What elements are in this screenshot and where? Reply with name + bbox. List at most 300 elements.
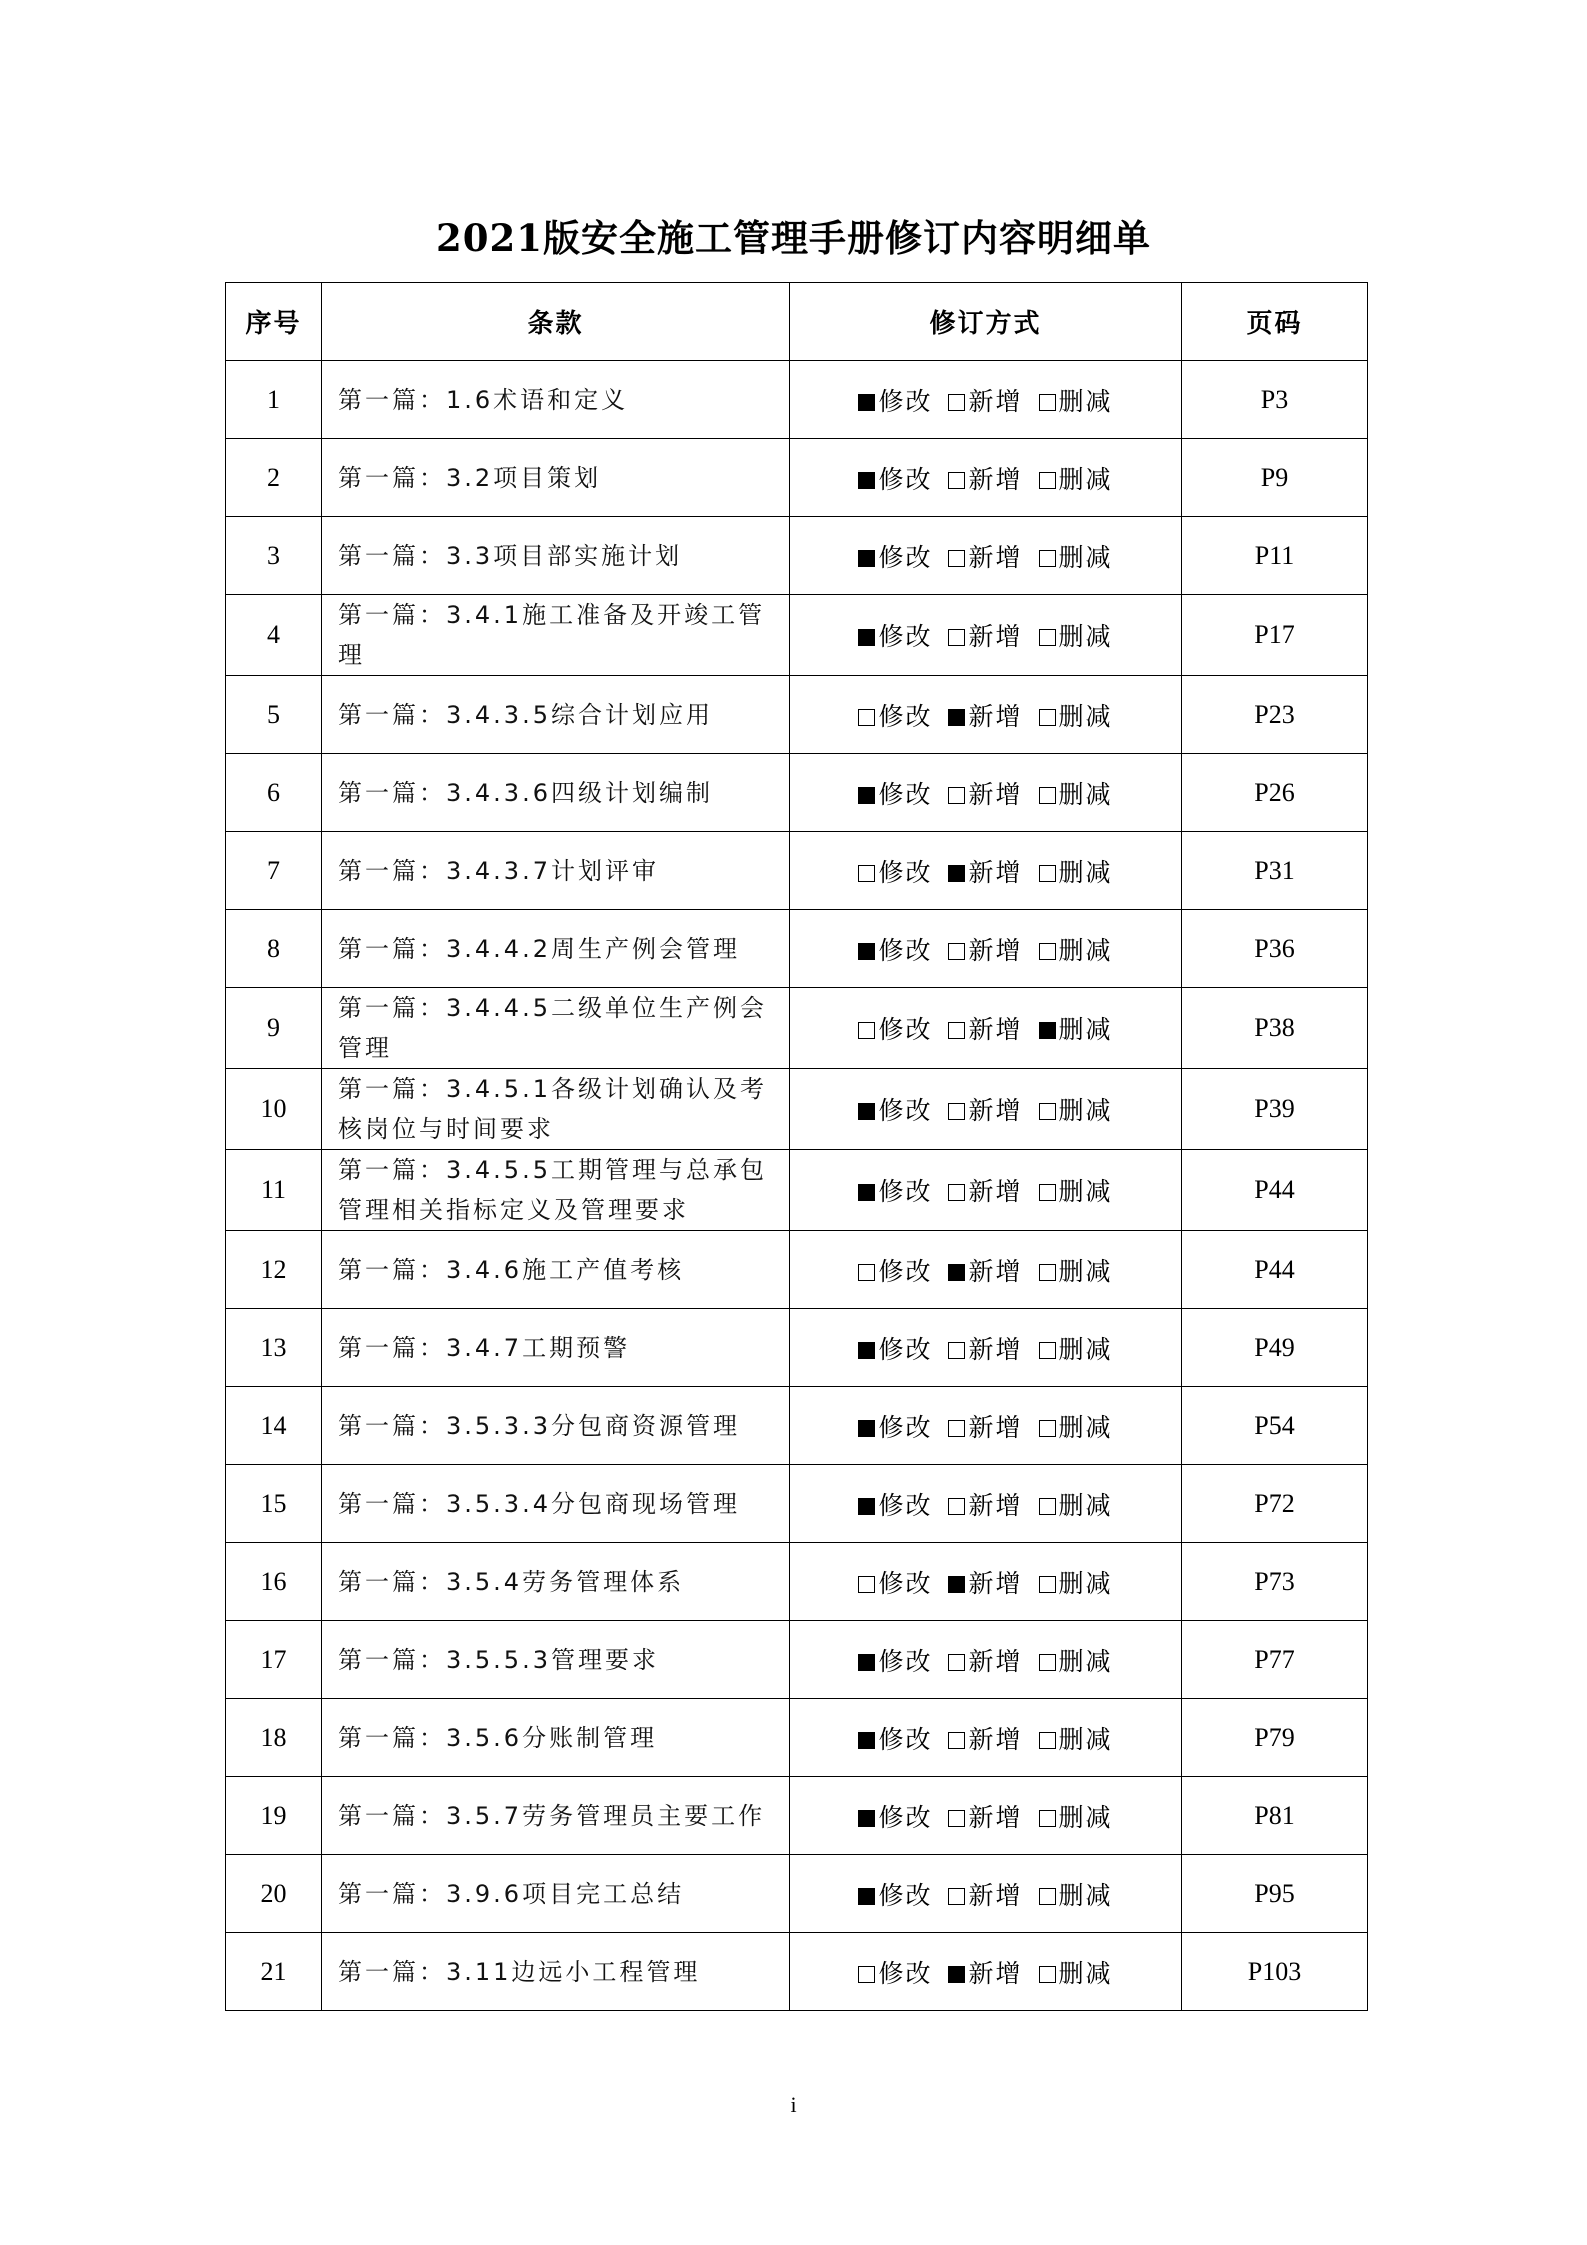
unchecked-box-icon [1039, 1732, 1056, 1749]
revision-option-label: 删减 [1058, 1568, 1113, 1598]
table-row [226, 910, 1368, 988]
row-page: P36 [1182, 910, 1368, 988]
row-clause: 第一篇：3.4.4.2周生产例会管理 [322, 910, 790, 988]
revision-option [948, 931, 1022, 967]
table-row [226, 1069, 1368, 1150]
row-page: P81 [1182, 1777, 1368, 1855]
revision-option-label: 新增 [968, 1096, 1023, 1125]
revision-option [1039, 1876, 1113, 1912]
revision-option [1039, 617, 1113, 653]
revision-option-label: 修改 [878, 1568, 933, 1598]
revision-option [1039, 853, 1113, 889]
checked-box-icon [948, 1264, 965, 1281]
row-page: P17 [1182, 595, 1368, 676]
revision-option [858, 1720, 932, 1756]
revision-option [858, 382, 932, 418]
row-page: P54 [1182, 1387, 1368, 1465]
revision-option [1039, 1252, 1113, 1288]
row-revision-mode [790, 676, 1182, 754]
unchecked-box-icon [948, 1810, 965, 1827]
row-page: P79 [1182, 1699, 1368, 1777]
row-clause: 第一篇：3.3项目部实施计划 [322, 517, 790, 595]
checked-box-icon [858, 1103, 875, 1120]
revision-option-label: 修改 [878, 1724, 933, 1754]
revision-option-label: 删减 [1058, 1802, 1113, 1832]
revision-option-label: 修改 [878, 1256, 933, 1286]
unchecked-box-icon [1039, 472, 1056, 489]
row-revision-mode [790, 439, 1182, 517]
revision-option [1039, 1330, 1113, 1366]
table-row [226, 1387, 1368, 1465]
row-clause: 第一篇：3.11边远小工程管理 [322, 1933, 790, 2011]
unchecked-box-icon [948, 1184, 965, 1201]
unchecked-box-icon [948, 943, 965, 960]
revision-option [858, 1798, 932, 1834]
table-row [226, 1231, 1368, 1309]
checked-box-icon [858, 787, 875, 804]
row-index: 3 [226, 517, 322, 595]
revision-option-label: 删减 [1058, 935, 1113, 965]
revision-option [858, 853, 932, 889]
unchecked-box-icon [858, 1264, 875, 1281]
row-page: P95 [1182, 1855, 1368, 1933]
revision-option [1039, 1010, 1113, 1046]
revision-option-label: 修改 [878, 1490, 933, 1520]
revision-option-label: 新增 [968, 935, 1023, 965]
table-row [226, 754, 1368, 832]
revision-option-label: 删减 [1058, 1256, 1113, 1286]
revision-option-label: 修改 [878, 779, 933, 809]
header-mode: 修订方式 [790, 283, 1182, 361]
unchecked-box-icon [858, 709, 875, 726]
revision-table [225, 282, 1368, 2011]
unchecked-box-icon [1039, 1888, 1056, 1905]
revision-option-label: 删减 [1058, 386, 1113, 416]
unchecked-box-icon [1039, 629, 1056, 646]
revision-option [948, 1564, 1022, 1600]
row-index: 20 [226, 1855, 322, 1933]
revision-option-label: 新增 [968, 542, 1023, 572]
revision-option [948, 460, 1022, 496]
revision-option-label: 新增 [968, 1334, 1023, 1364]
revision-option-label: 删减 [1058, 1334, 1113, 1364]
revision-option [948, 1172, 1022, 1208]
row-clause: 第一篇：3.4.3.5综合计划应用 [322, 676, 790, 754]
row-page: P38 [1182, 988, 1368, 1069]
revision-option [858, 1330, 932, 1366]
row-page: P103 [1182, 1933, 1368, 2011]
revision-option-label: 修改 [878, 542, 933, 572]
revision-option [858, 460, 932, 496]
revision-option [1039, 1720, 1113, 1756]
unchecked-box-icon [858, 1576, 875, 1593]
table-row [226, 361, 1368, 439]
checked-box-icon [858, 1810, 875, 1827]
revision-option [1039, 697, 1113, 733]
revision-option-label: 删减 [1058, 1177, 1113, 1206]
revision-option [948, 1954, 1022, 1990]
unchecked-box-icon [948, 1732, 965, 1749]
row-index: 6 [226, 754, 322, 832]
revision-option [1039, 931, 1113, 967]
revision-option [1039, 460, 1113, 496]
checked-box-icon [858, 550, 875, 567]
unchecked-box-icon [948, 787, 965, 804]
row-index: 15 [226, 1465, 322, 1543]
revision-option-label: 删减 [1058, 857, 1113, 887]
row-revision-mode [790, 910, 1182, 988]
revision-option-label: 删减 [1058, 464, 1113, 494]
row-index: 9 [226, 988, 322, 1069]
row-revision-mode [790, 1543, 1182, 1621]
table-row [226, 517, 1368, 595]
unchecked-box-icon [948, 550, 965, 567]
revision-option [948, 775, 1022, 811]
revision-option-label: 修改 [878, 1412, 933, 1442]
revision-option [1039, 1564, 1113, 1600]
row-revision-mode [790, 1699, 1182, 1777]
row-index: 17 [226, 1621, 322, 1699]
row-clause: 第一篇：1.6术语和定义 [322, 361, 790, 439]
revision-option-label: 删减 [1058, 622, 1113, 651]
checked-box-icon [858, 629, 875, 646]
unchecked-box-icon [1039, 1576, 1056, 1593]
table-row [226, 595, 1368, 676]
row-revision-mode [790, 1309, 1182, 1387]
row-index: 2 [226, 439, 322, 517]
unchecked-box-icon [858, 865, 875, 882]
revision-option [1039, 1408, 1113, 1444]
revision-option [858, 1876, 932, 1912]
row-clause: 第一篇：3.5.4劳务管理体系 [322, 1543, 790, 1621]
unchecked-box-icon [1039, 1264, 1056, 1281]
unchecked-box-icon [858, 1022, 875, 1039]
row-index: 8 [226, 910, 322, 988]
unchecked-box-icon [1039, 1103, 1056, 1120]
revision-option [1039, 382, 1113, 418]
revision-option [948, 1330, 1022, 1366]
row-clause: 第一篇：3.4.4.5二级单位生产例会管理 [322, 988, 790, 1069]
row-page: P11 [1182, 517, 1368, 595]
revision-option [948, 1720, 1022, 1756]
revision-option-label: 删减 [1058, 1015, 1113, 1044]
unchecked-box-icon [1039, 550, 1056, 567]
revision-option [858, 1642, 932, 1678]
revision-option-label: 修改 [878, 701, 933, 731]
revision-option [948, 382, 1022, 418]
row-revision-mode [790, 832, 1182, 910]
revision-option [948, 1252, 1022, 1288]
checked-box-icon [858, 1342, 875, 1359]
revision-option-label: 修改 [878, 622, 933, 651]
revision-option-label: 删减 [1058, 1724, 1113, 1754]
row-page: P49 [1182, 1309, 1368, 1387]
unchecked-box-icon [1039, 709, 1056, 726]
row-index: 16 [226, 1543, 322, 1621]
revision-option [948, 538, 1022, 574]
revision-option-label: 新增 [968, 1724, 1023, 1754]
row-page: P9 [1182, 439, 1368, 517]
revision-option [948, 1486, 1022, 1522]
checked-box-icon [858, 943, 875, 960]
page-title: 2021版安全施工管理手册修订内容明细单 [436, 216, 1151, 260]
revision-option [948, 853, 1022, 889]
revision-option [858, 1172, 932, 1208]
row-index: 18 [226, 1699, 322, 1777]
row-clause: 第一篇：3.4.5.5工期管理与总承包管理相关指标定义及管理要求 [322, 1150, 790, 1231]
unchecked-box-icon [948, 1888, 965, 1905]
revision-option-label: 新增 [968, 386, 1023, 416]
row-clause: 第一篇：3.4.7工期预警 [322, 1309, 790, 1387]
table-row [226, 1933, 1368, 2011]
revision-option [1039, 1091, 1113, 1127]
row-revision-mode [790, 595, 1182, 676]
revision-option [1039, 1954, 1113, 1990]
row-clause: 第一篇：3.9.6项目完工总结 [322, 1855, 790, 1933]
revision-option-label: 新增 [968, 701, 1023, 731]
table-row [226, 439, 1368, 517]
revision-option-label: 新增 [968, 1490, 1023, 1520]
revision-option-label: 修改 [878, 1177, 933, 1206]
revision-option-label: 新增 [968, 1177, 1023, 1206]
unchecked-box-icon [1039, 1184, 1056, 1201]
revision-option-label: 新增 [968, 1412, 1023, 1442]
row-index: 1 [226, 361, 322, 439]
table-row [226, 988, 1368, 1069]
row-index: 10 [226, 1069, 322, 1150]
revision-option-label: 删减 [1058, 1880, 1113, 1910]
revision-option-label: 删减 [1058, 779, 1113, 809]
revision-option-label: 修改 [878, 935, 933, 965]
revision-option [948, 1091, 1022, 1127]
unchecked-box-icon [858, 1966, 875, 1983]
row-revision-mode [790, 1777, 1182, 1855]
row-clause: 第一篇：3.4.3.7计划评审 [322, 832, 790, 910]
unchecked-box-icon [1039, 1420, 1056, 1437]
revision-option-label: 新增 [968, 464, 1023, 494]
revision-option [858, 1010, 932, 1046]
row-index: 11 [226, 1150, 322, 1231]
revision-option [858, 617, 932, 653]
revision-option-label: 修改 [878, 1958, 933, 1988]
unchecked-box-icon [1039, 1654, 1056, 1671]
unchecked-box-icon [1039, 1342, 1056, 1359]
row-revision-mode [790, 754, 1182, 832]
revision-option-label: 新增 [968, 779, 1023, 809]
revision-option-label: 新增 [968, 622, 1023, 651]
row-clause: 第一篇：3.5.5.3管理要求 [322, 1621, 790, 1699]
revision-option-label: 修改 [878, 1334, 933, 1364]
table-row [226, 1621, 1368, 1699]
revision-option [948, 1408, 1022, 1444]
row-revision-mode [790, 361, 1182, 439]
page-number: i [790, 2092, 797, 2117]
revision-option-label: 新增 [968, 1568, 1023, 1598]
revision-option-label: 新增 [968, 1802, 1023, 1832]
row-revision-mode [790, 1933, 1182, 2011]
revision-option-label: 修改 [878, 386, 933, 416]
revision-option [1039, 538, 1113, 574]
row-revision-mode [790, 988, 1182, 1069]
revision-option-label: 新增 [968, 1880, 1023, 1910]
revision-option [858, 1486, 932, 1522]
unchecked-box-icon [1039, 1498, 1056, 1515]
revision-option [858, 1954, 932, 1990]
checked-box-icon [858, 1654, 875, 1671]
revision-option [858, 1408, 932, 1444]
table-row [226, 1699, 1368, 1777]
checked-box-icon [858, 1498, 875, 1515]
unchecked-box-icon [1039, 1810, 1056, 1827]
unchecked-box-icon [1039, 865, 1056, 882]
unchecked-box-icon [948, 472, 965, 489]
revision-option [858, 931, 932, 967]
revision-option-label: 修改 [878, 1646, 933, 1676]
revision-option [948, 697, 1022, 733]
checked-box-icon [858, 1888, 875, 1905]
row-page: P23 [1182, 676, 1368, 754]
revision-option-label: 删减 [1058, 1958, 1113, 1988]
revision-option-label: 删减 [1058, 1490, 1113, 1520]
revision-option [948, 1876, 1022, 1912]
revision-option-label: 修改 [878, 1880, 933, 1910]
revision-option-label: 新增 [968, 1646, 1023, 1676]
row-clause: 第一篇：3.5.3.4分包商现场管理 [322, 1465, 790, 1543]
revision-option-label: 新增 [968, 857, 1023, 887]
revision-option-label: 新增 [968, 1958, 1023, 1988]
header-page: 页码 [1182, 283, 1368, 361]
checked-box-icon [858, 394, 875, 411]
checked-box-icon [858, 1420, 875, 1437]
row-page: P77 [1182, 1621, 1368, 1699]
revision-option [948, 1642, 1022, 1678]
revision-option-label: 修改 [878, 1802, 933, 1832]
revision-option-label: 修改 [878, 1096, 933, 1125]
revision-option-label: 删减 [1058, 1096, 1113, 1125]
revision-option-label: 修改 [878, 857, 933, 887]
row-revision-mode [790, 1231, 1182, 1309]
revision-option [858, 1252, 932, 1288]
row-revision-mode [790, 1855, 1182, 1933]
row-page: P44 [1182, 1231, 1368, 1309]
unchecked-box-icon [1039, 787, 1056, 804]
row-index: 7 [226, 832, 322, 910]
table-row [226, 676, 1368, 754]
revision-option [858, 1564, 932, 1600]
row-revision-mode [790, 1465, 1182, 1543]
revision-option-label: 新增 [968, 1256, 1023, 1286]
checked-box-icon [948, 1966, 965, 1983]
row-revision-mode [790, 1387, 1182, 1465]
revision-option [1039, 775, 1113, 811]
unchecked-box-icon [948, 394, 965, 411]
revision-option-label: 删减 [1058, 1646, 1113, 1676]
table-row [226, 1543, 1368, 1621]
unchecked-box-icon [948, 1342, 965, 1359]
revision-option-label: 修改 [878, 464, 933, 494]
checked-box-icon [1039, 1022, 1056, 1039]
row-clause: 第一篇：3.2项目策划 [322, 439, 790, 517]
row-index: 13 [226, 1309, 322, 1387]
row-page: P44 [1182, 1150, 1368, 1231]
table-row [226, 1465, 1368, 1543]
checked-box-icon [858, 1732, 875, 1749]
unchecked-box-icon [948, 629, 965, 646]
row-clause: 第一篇：3.5.6分账制管理 [322, 1699, 790, 1777]
revision-option-label: 删减 [1058, 701, 1113, 731]
revision-option [948, 617, 1022, 653]
revision-option [1039, 1798, 1113, 1834]
row-index: 4 [226, 595, 322, 676]
table-row [226, 832, 1368, 910]
table-header-row [226, 283, 1368, 361]
unchecked-box-icon [1039, 943, 1056, 960]
revision-option [1039, 1486, 1113, 1522]
table-row [226, 1150, 1368, 1231]
row-revision-mode [790, 1621, 1182, 1699]
revision-option-label: 删减 [1058, 1412, 1113, 1442]
row-index: 5 [226, 676, 322, 754]
row-index: 19 [226, 1777, 322, 1855]
row-page: P31 [1182, 832, 1368, 910]
row-index: 21 [226, 1933, 322, 2011]
row-clause: 第一篇：3.4.1施工准备及开竣工管理 [322, 595, 790, 676]
revision-option [948, 1798, 1022, 1834]
revision-option [858, 1091, 932, 1127]
revision-option-label: 修改 [878, 1015, 933, 1044]
unchecked-box-icon [948, 1022, 965, 1039]
header-clause: 条款 [322, 283, 790, 361]
table-row [226, 1855, 1368, 1933]
checked-box-icon [858, 472, 875, 489]
revision-option [858, 697, 932, 733]
revision-option [858, 775, 932, 811]
row-revision-mode [790, 1069, 1182, 1150]
checked-box-icon [948, 865, 965, 882]
revision-option [1039, 1172, 1113, 1208]
revision-option [858, 538, 932, 574]
revision-option [1039, 1642, 1113, 1678]
row-revision-mode [790, 517, 1182, 595]
row-index: 14 [226, 1387, 322, 1465]
revision-option-label: 新增 [968, 1015, 1023, 1044]
table-row [226, 1309, 1368, 1387]
row-index: 12 [226, 1231, 322, 1309]
checked-box-icon [858, 1184, 875, 1201]
row-clause: 第一篇：3.5.3.3分包商资源管理 [322, 1387, 790, 1465]
checked-box-icon [948, 709, 965, 726]
unchecked-box-icon [948, 1420, 965, 1437]
unchecked-box-icon [948, 1498, 965, 1515]
row-page: P26 [1182, 754, 1368, 832]
unchecked-box-icon [1039, 394, 1056, 411]
revision-option-label: 删减 [1058, 542, 1113, 572]
revision-option [948, 1010, 1022, 1046]
row-clause: 第一篇：3.5.7劳务管理员主要工作 [322, 1777, 790, 1855]
row-clause: 第一篇：3.4.6施工产值考核 [322, 1231, 790, 1309]
header-index: 序号 [226, 283, 322, 361]
row-clause: 第一篇：3.4.3.6四级计划编制 [322, 754, 790, 832]
row-clause: 第一篇：3.4.5.1各级计划确认及考核岗位与时间要求 [322, 1069, 790, 1150]
row-page: P73 [1182, 1543, 1368, 1621]
row-revision-mode [790, 1150, 1182, 1231]
unchecked-box-icon [948, 1103, 965, 1120]
unchecked-box-icon [1039, 1966, 1056, 1983]
checked-box-icon [948, 1576, 965, 1593]
row-page: P3 [1182, 361, 1368, 439]
table-row [226, 1777, 1368, 1855]
row-page: P72 [1182, 1465, 1368, 1543]
